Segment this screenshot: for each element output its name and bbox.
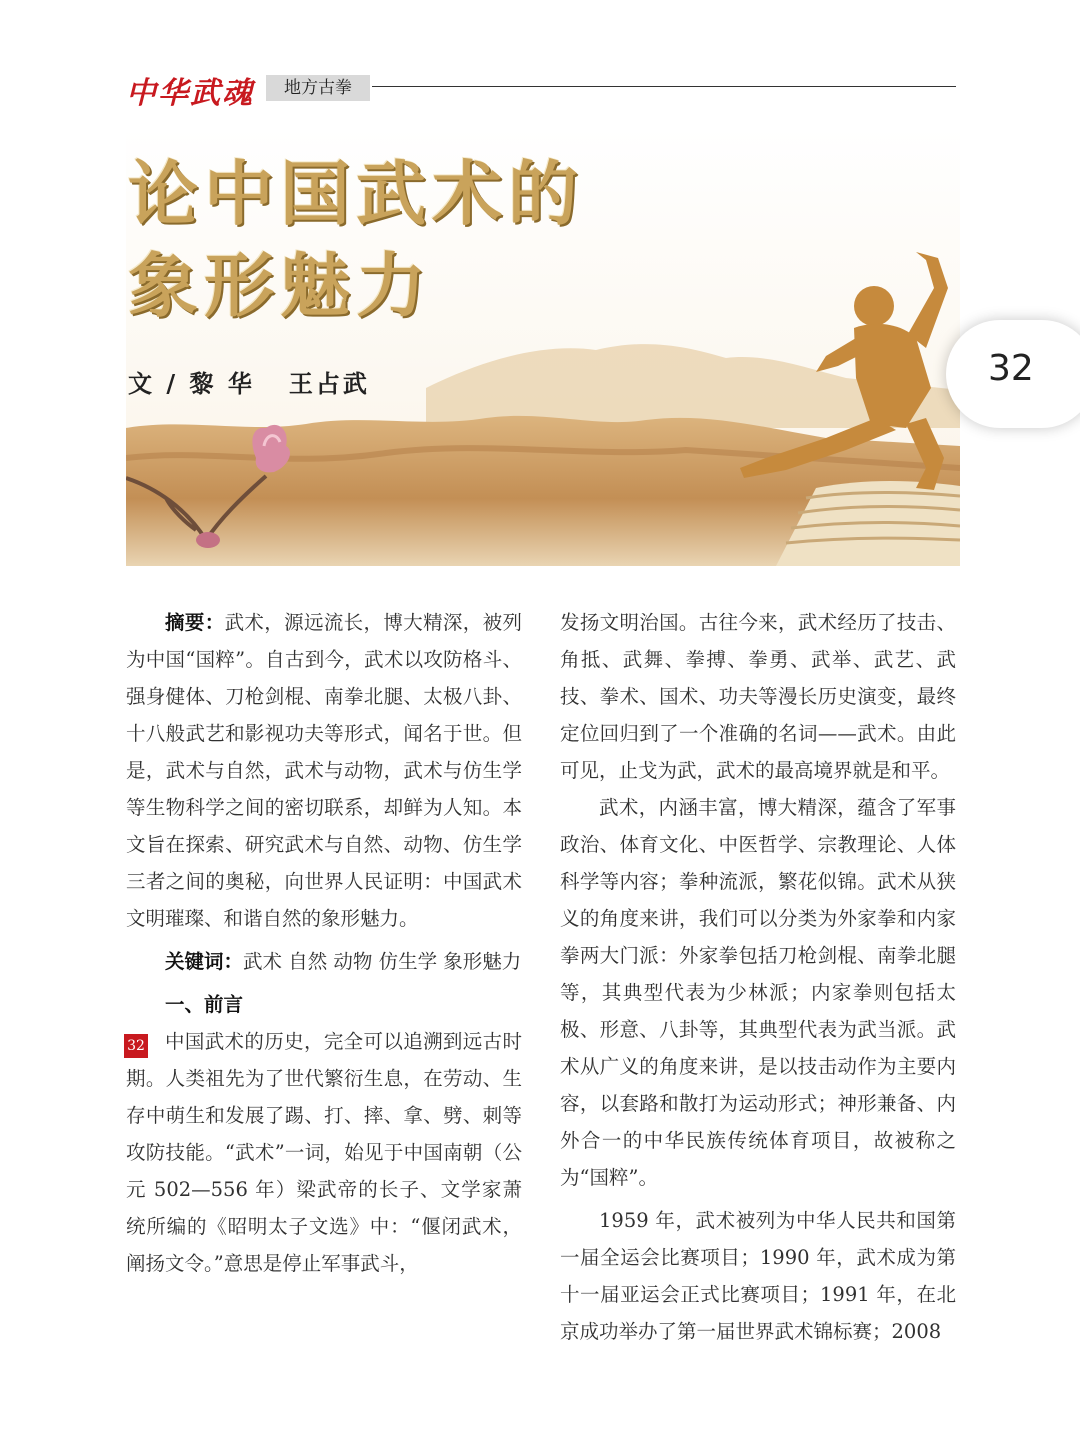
keywords-label: 关键词： (165, 950, 244, 973)
title-line-1: 论中国武术的 (128, 153, 584, 235)
left-column (126, 604, 522, 1282)
header-rule (372, 86, 956, 87)
abstract-label: 摘要： (165, 611, 225, 634)
abstract-paragraph (126, 604, 522, 937)
page-number-tab (946, 320, 1080, 428)
body-paragraph: 中国武术的历史，完全可以追溯到远古时期。人类祖先为了世代繁衍生息，在劳动、生存中萌生和发展了踢、打、摔、拿、劈、刺等攻防技能。“武术”一词，始见于中国南朝（公元 502—556 年）梁武帝的长子、文学家萧统所编的《昭明太子文选》中：“偃闭武术，阐扬文令。”意思是停止军事武斗， (126, 1030, 522, 1275)
right-column (560, 604, 956, 1350)
keywords-text: 武术 自然 动物 仿生学 象形魅力 (243, 950, 522, 973)
footer-page-number: 32 (124, 1034, 148, 1058)
abstract-text: 武术，源远流长，博大精深，被列为中国“国粹”。自古到今，武术以攻防格斗、强身健体、刀枪剑棍、南拳北腿、太极八卦、十八般武艺和影视功夫等形式，闻名于世。但是，武术与自然，武术与动物，武术与仿生学等生物科学之间的密切联系，却鲜为人知。本文旨在探索、研究武术与自然、动物、仿生学三者之间的奥秘，向世界人民证明：中国武术文明璀璨、和谐自然的象形魅力。 (126, 611, 522, 930)
body-paragraph: 1959 年，武术被列为中华人民共和国第一届全运会比赛项目；1990 年，武术成为第十一届亚运会正式比赛项目；1991 年，在北京成功举办了第一届世界武术锦标赛；2008 (560, 1209, 956, 1343)
magazine-brand: 中华武魂 (126, 76, 254, 111)
keywords-paragraph (126, 943, 522, 980)
author-byline: 文 / 黎 华 王占武 (128, 369, 370, 398)
article-title (128, 148, 688, 332)
page-tab-number: 32 (988, 348, 1034, 389)
section-heading: 一、前言 (165, 993, 244, 1016)
section-tag: 地方古拳 (266, 75, 370, 101)
body-paragraph: 武术，内涵丰富，博大精深，蕴含了军事政治、体育文化、中医哲学、宗教理论、人体科学等内容；拳种流派，繁花似锦。武术从狭义的角度来讲，我们可以分类为外家拳和内家拳两大门派：外家拳包括刀枪剑棍、南拳北腿等，其典型代表为少林派；内家拳则包括太极、形意、八卦等，其典型代表为武当派。武术从广义的角度来讲，是以技击动作为主要内容，以套路和散打为运动形式；神形兼备、内外合一的中华民族传统体育项目，故被称之为“国粹”。 (560, 796, 956, 1189)
body-paragraph: 发扬文明治国。古往今来，武术经历了技击、角抵、武舞、拳搏、拳勇、武举、武艺、武技、拳术、国术、功夫等漫长历史演变，最终定位回归到了一个准确的名词——武术。由此可见，止戈为武，武术的最高境界就是和平。 (560, 611, 956, 782)
title-line-2: 象形魅力 (128, 245, 432, 327)
